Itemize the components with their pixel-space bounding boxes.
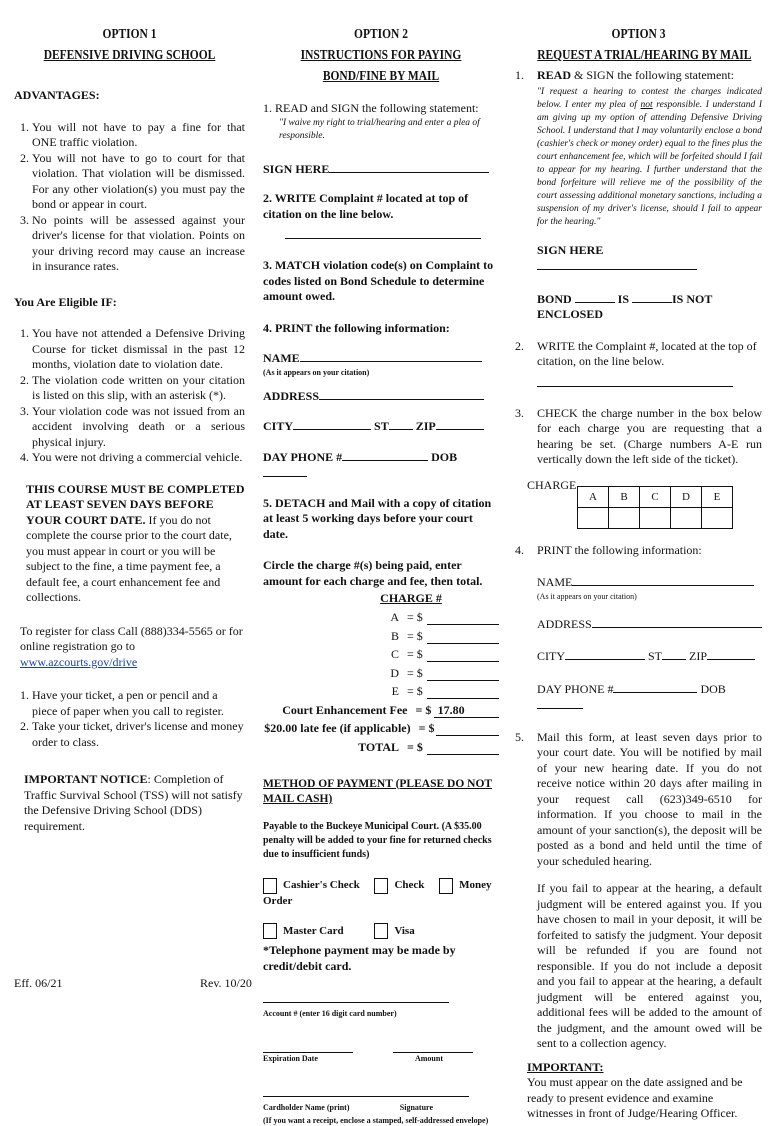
check-option[interactable]: Check: [374, 879, 424, 891]
phone-label: DAY PHONE #: [263, 449, 343, 464]
expiration-amount-labels: [263, 1053, 443, 1064]
account-label: Account # (enter 16 digit card number): [263, 1009, 397, 1019]
register-text: To register for class Call (888)334-5565 or for online registration go to: [20, 623, 243, 653]
register-link[interactable]: www.azcourts.gov/drive: [20, 654, 138, 669]
option3-number: OPTION 3: [611, 27, 666, 42]
receipt-note: (If you want a receipt, enclose a stamped, self-addressed envelope): [263, 1116, 489, 1126]
option3-name-field[interactable]: NAME: [515, 574, 762, 591]
option3-title: REQUEST A TRIAL/HEARING BY MAIL: [537, 48, 752, 63]
st-label: ST: [374, 419, 389, 433]
charge-d-cell: D: [671, 486, 702, 507]
important-title: IMPORTANT:: [527, 1059, 604, 1074]
eligible-item: 1. You have not attended a Defensive Driving Course for ticket dismissal in the past 12 months, violation date to violation date.: [32, 326, 245, 373]
phone-payment-note: *Telephone payment may be made by credit/debit card.: [263, 943, 456, 973]
step-item: 2. Take your ticket, driver's license and money order to class.: [32, 719, 245, 750]
money-order-checkbox[interactable]: [439, 878, 453, 894]
charge-label: CHARGE: [527, 477, 577, 492]
revision-date: Rev. 10/20: [200, 976, 252, 990]
option2-subtitle: BOND/FINE BY MAIL: [322, 69, 440, 84]
charge-amounts: [263, 591, 499, 755]
option1-number: OPTION 1: [102, 27, 157, 42]
course-notice-bold: THIS COURSE MUST BE COMPLETED AT LEAST SEVEN DAYS BEFORE YOUR COURT DATE.: [26, 481, 245, 527]
option3-column: [507, 0, 770, 1120]
eligible-item: 2. The violation code written on your citation is listed on this slip, with an asterisk (*).: [32, 373, 245, 404]
option2-name-field[interactable]: [263, 350, 499, 367]
cardholder-label: Cardholder Name (print): [263, 1103, 350, 1113]
charge-a-checkbox[interactable]: [578, 507, 609, 528]
option3-city-row[interactable]: CITY ST ZIP: [515, 648, 762, 665]
charge-row-c[interactable]: C = $: [263, 644, 499, 663]
option2-heading: [284, 24, 478, 87]
money-order-option[interactable]: Money Order: [263, 879, 492, 907]
payment-options-row1: [263, 878, 499, 910]
charge-d-checkbox[interactable]: [671, 507, 702, 528]
city-label: CITY: [263, 419, 294, 433]
option2-column: [255, 0, 507, 1126]
bond-row[interactable]: BOND IS IS NOT ENCLOSED: [537, 291, 713, 321]
charge-grid-row: [515, 478, 762, 529]
advantages-list: [14, 120, 245, 275]
option3-complaint-line[interactable]: [537, 374, 762, 392]
dob-label: DOB: [431, 449, 458, 464]
steps-list: [14, 688, 245, 750]
eligible-list: [14, 326, 245, 466]
late-fee-row[interactable]: $20.00 late fee (if applicable) = $: [263, 718, 499, 737]
charge-row-b[interactable]: B = $: [263, 625, 499, 644]
important-notice: [14, 772, 245, 834]
charge-grid: [577, 486, 733, 529]
charge-e-checkbox[interactable]: [702, 507, 733, 528]
payable-text: Payable to the Buckeye Municipal Court. (A $35.00 penalty will be added to your fine for returned checks due to insufficient funds): [263, 820, 492, 860]
sign-here-label: SIGN HERE: [263, 161, 330, 176]
option2-sign-here[interactable]: [263, 161, 499, 178]
name-label: NAME: [263, 351, 300, 365]
visa-checkbox[interactable]: [374, 923, 388, 939]
enhancement-fee-row[interactable]: Court Enhancement Fee = $ 17.80: [263, 699, 499, 718]
option3-as-appears: (As it appears on your citation): [537, 591, 637, 601]
effective-date: Eff. 06/21: [14, 976, 63, 990]
option3-sign-here[interactable]: SIGN HERE: [515, 243, 762, 275]
charge-a-cell: A: [578, 486, 609, 507]
step-item: 1. Have your ticket, a pen or pencil and a piece of paper when you call to register.: [32, 688, 245, 719]
option2-as-appears: (As it appears on your citation): [263, 367, 370, 377]
option1-heading: [35, 24, 224, 66]
mastercard-option[interactable]: Master Card: [263, 925, 344, 937]
important-text: You must appear on the date assigned and be ready to present evidence and examine witnesses in front of Judge/Hearing Officer.: [527, 1075, 743, 1120]
option3-phone-row[interactable]: DAY PHONE # DOB: [515, 681, 762, 714]
option3-step3: 3. CHECK the charge number in the box below for each charge you are requesting that a hearing be set. (Charge numbers A-E run vertically down the left side of the ticket).: [515, 405, 762, 466]
eligible-item: 3. Your violation code was not issued from an accident involving death or a serious physical injury.: [32, 404, 245, 451]
eligible-title: You Are Eligible IF:: [14, 294, 117, 309]
enhancement-fee-value: 17.80: [434, 703, 499, 718]
amount-label: Amount: [414, 1054, 443, 1064]
mastercard-checkbox[interactable]: [263, 923, 277, 939]
expiration-label: Expiration Date: [263, 1054, 318, 1064]
charge-row-e[interactable]: E = $: [263, 681, 499, 700]
account-field[interactable]: [263, 990, 499, 1008]
option2-address-field[interactable]: [263, 388, 499, 405]
advantage-item: 1. You will not have to pay a fine for that ONE traffic violation.: [32, 120, 245, 151]
eligible-item: 4. You were not driving a commercial vehicle.: [32, 450, 245, 466]
important-notice-text: : Completion of Traffic Survival School (TSS) will not satisfy the Defensive Driving School (DDS) requirement.: [24, 772, 243, 833]
charge-row-a[interactable]: A = $: [263, 607, 499, 626]
charge-row-d[interactable]: D = $: [263, 662, 499, 681]
option2-step2: 2. WRITE Complaint # located at top of citation on the line below.: [263, 191, 469, 221]
default-judgment-text: If you fail to appear at the hearing, a default judgment will be entered against you. If you have chosen to mail in your deposit, it will be forfeited to satisfy the judgment. Your deposit will be refunded if you are found not responsible. If you do not include a deposit and you fail to appear at the hearing, a default judgment will be entered against you, additional fees will be added to the amount of the judgment, and the amount owed will be sent to a collection agency.: [537, 881, 762, 1050]
charge-c-checkbox[interactable]: [640, 507, 671, 528]
option1-column: [0, 0, 255, 1024]
cardholder-line[interactable]: [263, 1084, 499, 1102]
hearing-request-statement: "I request a hearing to contest the charges indicated below. I enter my plea of not responsible. I understand I am giving up my option of attending Defensive Driving School. I understand that I may voluntarily enclose a bond (cashier's check or money order) equal to the fines plus the court enhancement fee, which will be forfeited should I fail to appear for my hearing. I further understand that the bond forfeiture will relieve me of the possibility of the court assessing additional monetary sanctions, including a suspension of my driver's license, should I fail to appear for the hearing.": [537, 86, 762, 227]
signature-line[interactable]: [329, 161, 489, 173]
visa-option[interactable]: Visa: [374, 925, 414, 937]
option3-step1: 1. READ & SIGN the following statement:: [515, 68, 734, 82]
course-notice-text: If you do not complete the course prior to the court date, you must appear in court or you will be subject to the fine, a time payment fee, a default fee, a court enhancement fee and collections.: [26, 512, 232, 604]
cashiers-check-option[interactable]: Cashier's Check: [263, 879, 360, 891]
total-row[interactable]: TOTAL = $: [263, 736, 499, 755]
option3-address-field[interactable]: ADDRESS: [515, 616, 762, 633]
option1-title: DEFENSIVE DRIVING SCHOOL: [43, 48, 216, 63]
option2-step5: 5. DETACH and Mail with a copy of citation at least 5 working days before your court date.: [263, 495, 492, 541]
option2-step1: 1. READ and SIGN the following statement:: [263, 101, 479, 115]
option2-city-row[interactable]: [263, 418, 499, 435]
complaint-line[interactable]: [285, 226, 499, 244]
expiration-amount-lines[interactable]: [263, 1041, 473, 1053]
important-notice-bold: IMPORTANT NOTICE: [24, 772, 148, 786]
option3-step4: 4. PRINT the following information:: [515, 542, 702, 557]
waive-statement: "I waive my right to trial/hearing and enter a plea of responsible.: [279, 117, 480, 141]
signature-label: Signature: [399, 1103, 433, 1113]
cashiers-check-checkbox[interactable]: [263, 878, 277, 894]
register-info: [14, 624, 245, 671]
advantage-item: 2. You will not have to go to court for that violation. That violation will be dismissed. For any other violation(s) you must pay the bond or appear in court.: [32, 151, 245, 213]
charge-b-cell: B: [609, 486, 640, 507]
circle-instruction: Circle the charge #(s) being paid, enter amount for each charge and fee, then total.: [263, 558, 483, 588]
charge-letter-row: [578, 486, 733, 507]
option3-heading: [537, 24, 752, 66]
option3-step2: 2. WRITE the Complaint #, located at the top of citation, on the line below.: [515, 338, 757, 368]
option2-phone-row[interactable]: [263, 449, 499, 482]
charge-c-cell: C: [640, 486, 671, 507]
payment-method-title: METHOD OF PAYMENT (PLEASE DO NOT MAIL CASH): [263, 777, 493, 805]
option2-title: INSTRUCTIONS FOR PAYING: [300, 48, 462, 63]
charge-check-row: [578, 507, 733, 528]
option3-signature-line[interactable]: [537, 258, 697, 270]
cardholder-labels: [263, 1102, 433, 1113]
payment-options-row2: [263, 923, 499, 939]
course-notice: [14, 482, 245, 606]
zip-label: ZIP: [415, 419, 436, 433]
option3-step5: 5. Mail this form, at least seven days prior to your court date. You will be notified by mail of your new hearing date. If you do not receive notice within 20 days after mailing in your request call (623)349-6510 for information. If you choose to mail in the amount of your sanction(s), the deposit will be posted as a bond and held until the time of your scheduled hearing.: [515, 729, 762, 868]
option2-number: OPTION 2: [354, 27, 408, 42]
charge-e-cell: E: [702, 486, 733, 507]
option2-step3: 3. MATCH violation code(s) on Complaint to codes listed on Bond Schedule to determine amount owed.: [263, 258, 494, 303]
advantages-title: ADVANTAGES:: [14, 88, 100, 102]
check-checkbox[interactable]: [374, 878, 388, 894]
charge-heading: CHARGE #: [380, 591, 442, 605]
charge-b-checkbox[interactable]: [609, 507, 640, 528]
advantage-item: 3. No points will be assessed against your driver's license for that violation. Points on your driving record may cause an increase in insurance rates.: [32, 213, 245, 275]
address-label: ADDRESS: [263, 388, 320, 403]
option2-step4: 4. PRINT the following information:: [263, 320, 450, 335]
